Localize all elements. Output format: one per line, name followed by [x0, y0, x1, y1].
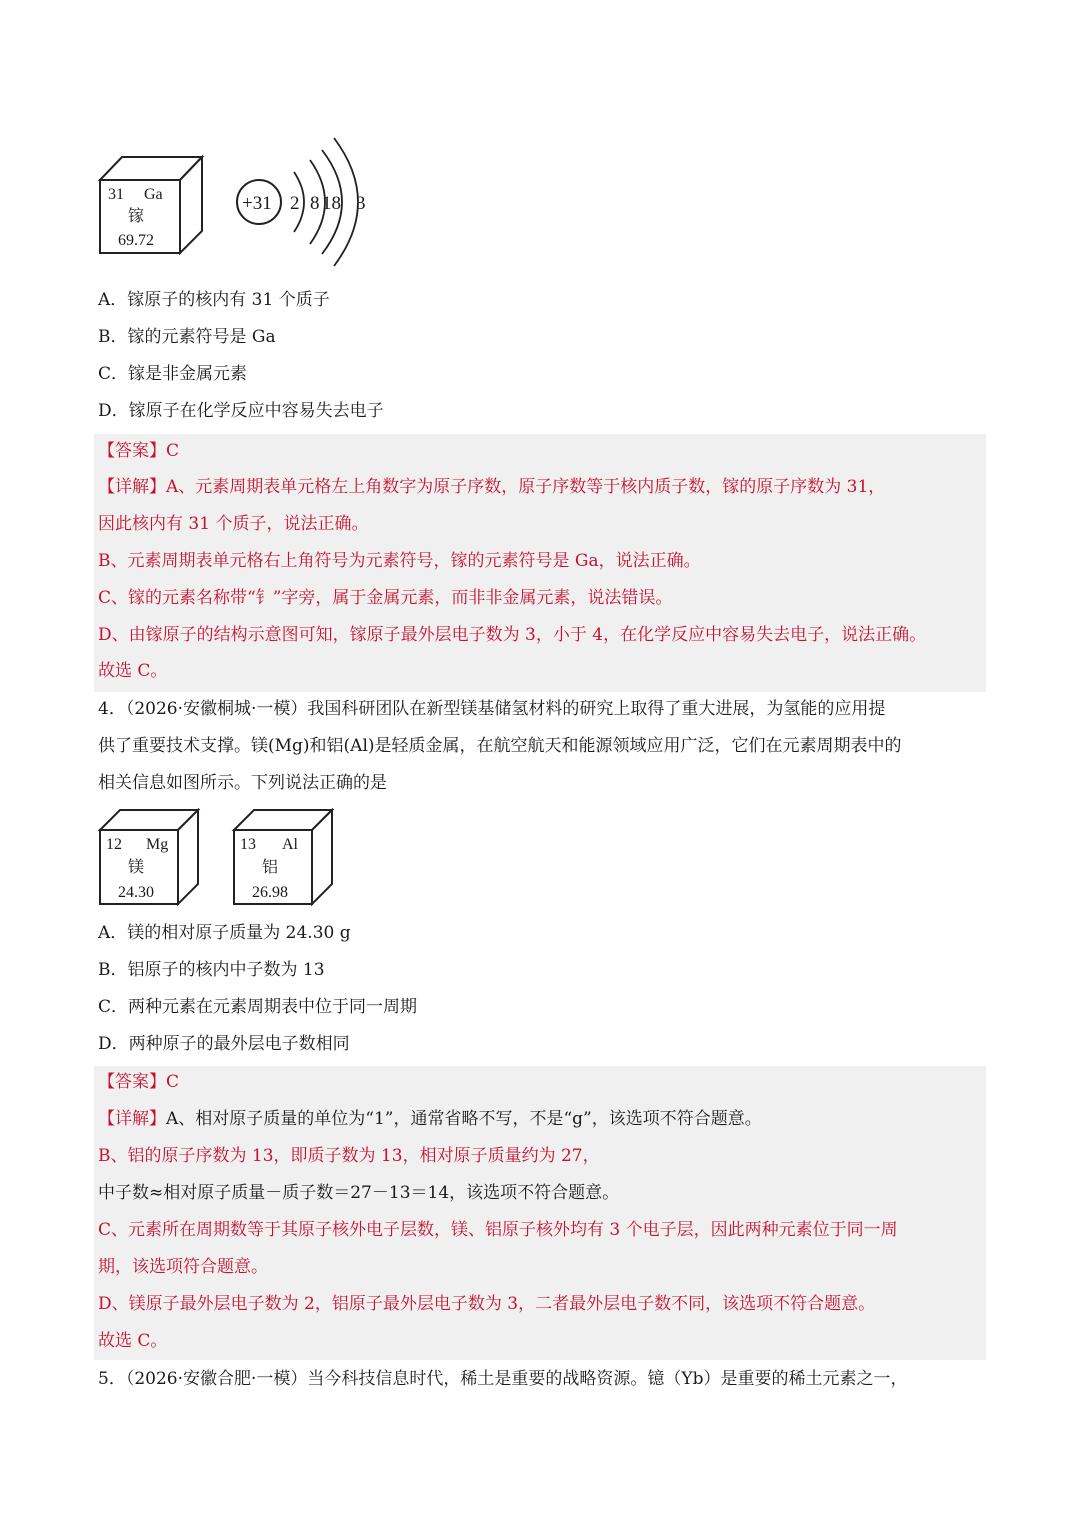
mg-element-cell	[98, 808, 208, 908]
al-mass: 26.98	[252, 884, 288, 901]
q3-detail-line-1	[98, 476, 885, 498]
al-atomic-number: 13	[240, 836, 256, 853]
al-cell-cube-icon	[232, 808, 342, 908]
q3-option-b: B．镓的元素符号是 Ga	[98, 327, 276, 347]
ga-symbol: Ga	[144, 186, 163, 203]
q4-option-a: A．镁的相对原子质量为 24.30 g	[98, 923, 351, 943]
nucleus-charge: +31	[242, 193, 272, 214]
q4-option-c: C．两种元素在元素周期表中位于同一周期	[98, 997, 418, 1017]
q3-option-a: A．镓原子的核内有 31 个质子	[98, 290, 330, 310]
shell-electrons-2: 8	[310, 193, 320, 214]
answer-value: C	[166, 1072, 180, 1092]
q4-detail-line-1	[98, 1108, 762, 1130]
q4-detail-line-3: 中子数≈相对原子质量－质子数＝27－13＝14，该选项不符合题意。	[98, 1183, 620, 1203]
mg-mass: 24.30	[118, 884, 154, 901]
al-name: 铝	[262, 859, 279, 876]
al-element-cell	[232, 808, 342, 908]
mg-symbol: Mg	[146, 836, 169, 853]
shell-electrons-1: 2	[290, 193, 300, 214]
q4-stem-line-2: 供了重要技术支撑。镁(Mg)和铝(Al)是轻质金属，在航空航天和能源领域应用广泛，它们在元素周期表中的	[98, 736, 902, 756]
ga-atom-structure-diagram	[232, 130, 382, 280]
answer-tag: 【答案】	[98, 1072, 166, 1092]
q3-detail-line-2: 因此核内有 31 个质子，说法正确。	[98, 514, 369, 534]
mg-cell-cube-icon	[98, 808, 208, 908]
detail-text: A、相对原子质量的单位为“1”，通常省略不写，不是“g”，该选项不符合题意。	[166, 1109, 762, 1129]
q3-option-d: D．镓原子在化学反应中容易失去电子	[98, 401, 384, 421]
ga-cell-cube-icon	[98, 155, 208, 255]
q3-option-c: C．镓是非金属元素	[98, 364, 248, 384]
detail-text: A、元素周期表单元格左上角数字为原子序数，原子序数等于核内质子数，镓的原子序数为 31，	[166, 477, 886, 497]
q4-detail-line-2: B、铝的原子序数为 13，即质子数为 13，相对原子质量约为 27，	[98, 1146, 600, 1166]
mg-atomic-number: 12	[106, 836, 122, 853]
answer-value: C	[166, 441, 180, 461]
detail-tag: 【详解】	[98, 1109, 166, 1129]
q3-detail-line-4: C、镓的元素名称带“钅”字旁，属于金属元素，而非非金属元素，说法错误。	[98, 588, 673, 608]
q5-stem-line-1: 5．（2026·安徽合肥·一模）当今科技信息时代，稀土是重要的战略资源。镱（Yb）是重要的稀土元素之一，	[98, 1369, 908, 1389]
al-symbol: Al	[282, 836, 298, 853]
q4-stem-line-3: 相关信息如图所示。下列说法正确的是	[98, 773, 387, 793]
q4-answer-line	[98, 1071, 179, 1093]
detail-tag: 【详解】	[98, 477, 166, 497]
ga-name: 镓	[128, 208, 145, 225]
answer-tag: 【答案】	[98, 441, 166, 461]
q3-detail-line-6: 故选 C。	[98, 661, 168, 681]
mg-name: 镁	[128, 859, 145, 876]
q4-option-b: B．铝原子的核内中子数为 13	[98, 960, 325, 980]
q4-option-d: D．两种原子的最外层电子数相同	[98, 1034, 350, 1054]
q4-detail-line-6: D、镁原子最外层电子数为 2，铝原子最外层电子数为 3，二者最外层电子数不同，该选项不符合题意。	[98, 1294, 876, 1314]
q4-detail-line-4: C、元素所在周期数等于其原子核外电子层数，镁、铝原子核外均有 3 个电子层，因此两种元素位于同一周	[98, 1220, 898, 1240]
ga-mass: 69.72	[118, 232, 154, 249]
ga-atomic-number: 31	[108, 186, 124, 203]
shell-electrons-4: 3	[356, 193, 366, 214]
ga-element-cell	[98, 155, 208, 255]
q4-detail-line-7: 故选 C。	[98, 1331, 168, 1351]
shell-electrons-3: 18	[322, 193, 341, 214]
q3-detail-line-3: B、元素周期表单元格右上角符号为元素符号，镓的元素符号是 Ga，说法正确。	[98, 551, 701, 571]
q4-stem-line-1: 4．（2026·安徽桐城·一模）我国科研团队在新型镁基储氢材料的研究上取得了重大进展，为氢能的应用提	[98, 699, 886, 719]
q3-detail-line-5: D、由镓原子的结构示意图可知，镓原子最外层电子数为 3，小于 4，在化学反应中容易失去电子，说法正确。	[98, 625, 927, 645]
q3-answer-line	[98, 440, 179, 462]
q4-detail-line-5: 期，该选项符合题意。	[98, 1257, 268, 1277]
